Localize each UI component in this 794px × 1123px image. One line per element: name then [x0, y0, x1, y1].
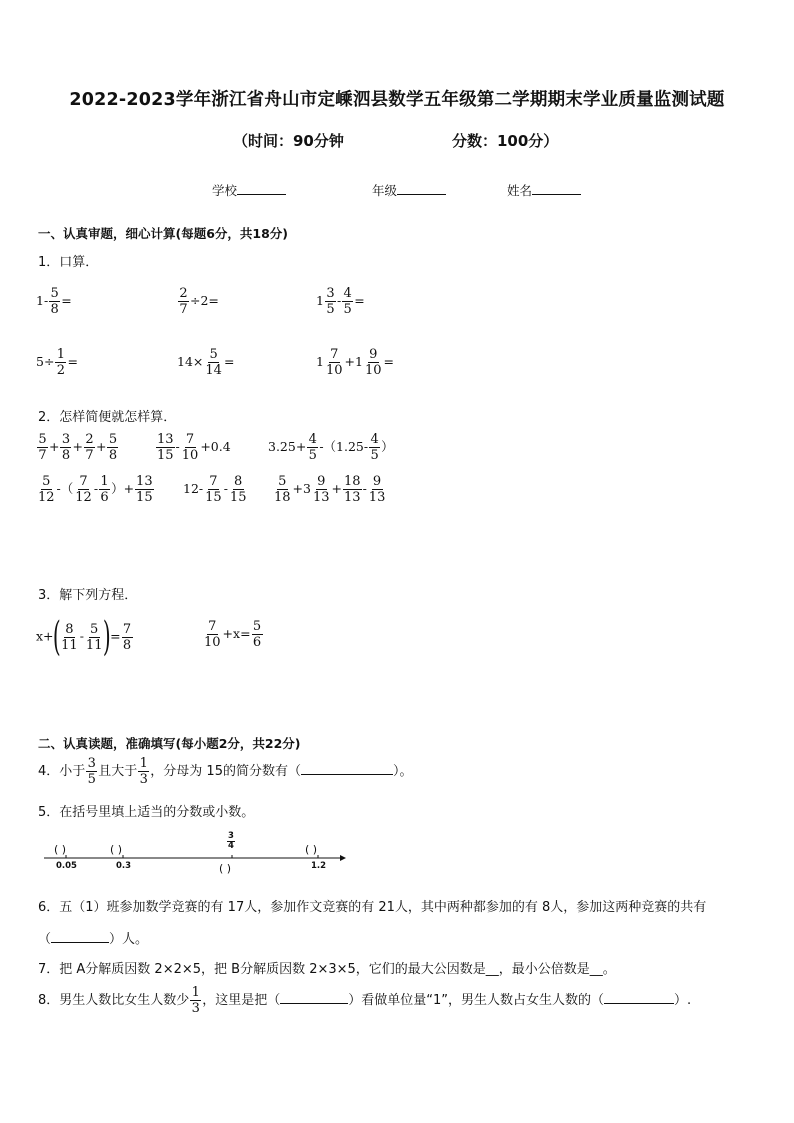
- expr-2a: $\frac{5}{7}$ + $\frac{3}{8}$ + $\frac{2}{7}$ + $\frac{5}{8}$: [38, 432, 118, 463]
- q6-answer-blank[interactable]: [51, 930, 109, 943]
- question-5: 5．在括号里填上适当的分数或小数。: [38, 805, 255, 820]
- expr-1a: 1- $\frac{5}{8}$ =: [36, 286, 72, 317]
- question-8: 8．男生人数比女生人数少 $\frac{1}{3}$ ，这里是把（ ）看做单位量“1”，男生人数占女生人数的（ ）.: [38, 985, 692, 1016]
- score-label: 分数：100分）: [452, 132, 559, 150]
- expr-1d: 5÷ $\frac{1}{2}$ =: [36, 347, 78, 378]
- blank-paren-2[interactable]: ( ): [110, 843, 123, 856]
- equation-2: $\frac{7}{10}$ +x= $\frac{5}{6}$: [204, 619, 262, 650]
- grade-label: 年级: [372, 183, 398, 198]
- q4-answer-blank[interactable]: [301, 762, 393, 775]
- number-line-arrow: [340, 855, 346, 861]
- blank-paren-4[interactable]: ( ): [305, 843, 318, 856]
- expr-2c: 3.25+ $\frac{4}{5}$ -（1.25- $\frac{4}{5}$ ）: [268, 432, 394, 463]
- label-005: 0.05: [56, 861, 77, 871]
- question-2: 2．怎样简便就怎样算．: [38, 410, 177, 425]
- blank-paren-1[interactable]: ( ): [54, 843, 67, 856]
- expr-1c: 1 $\frac{3}{5}$ - $\frac{4}{5}$ =: [316, 286, 365, 317]
- grade-blank[interactable]: [397, 182, 446, 195]
- school-label: 学校: [212, 183, 238, 198]
- equation-1: x+( $\frac{8}{11}$ - $\frac{5}{11}$ )= $\frac{7}{8}$: [36, 614, 132, 660]
- label-03: 0.3: [116, 861, 132, 871]
- question-6-cont: （ ）人。: [38, 932, 149, 947]
- q8-blank-1[interactable]: [280, 991, 348, 1004]
- blank-paren-3[interactable]: ( ): [219, 862, 232, 875]
- q8-blank-2[interactable]: [604, 991, 674, 1004]
- question-1: 1．口算．: [38, 255, 99, 270]
- question-6: 6．五（1）班参加数学竞赛的有 17人，参加作文竞赛的有 21人，其中两种都参加的有 8人，参加这两种竞赛的共有: [38, 900, 707, 915]
- name-label: 姓名: [507, 183, 533, 198]
- label-three-quarters: 3 4: [228, 831, 234, 851]
- page-title: 2022-2023学年浙江省舟山市定嵊泗县数学五年级第二学期期末学业质量监测试题: [69, 90, 725, 110]
- expr-2b: $\frac{13}{15}$ - $\frac{7}{10}$ +0.4: [157, 432, 231, 463]
- time-label: （时间：90分钟: [233, 132, 344, 150]
- number-line: [40, 828, 350, 876]
- school-blank[interactable]: [237, 182, 286, 195]
- expr-1f: 1 $\frac{7}{10}$ +1 $\frac{9}{10}$ =: [316, 347, 394, 378]
- grade-field[interactable]: [372, 181, 446, 199]
- question-7: 7．把 A分解质因数 2×2×5，把 B分解质因数 2×3×5，它们的最大公因数是__，最小公倍数是__。: [38, 962, 616, 977]
- label-12: 1.2: [311, 861, 327, 871]
- school-field[interactable]: [212, 181, 286, 199]
- name-field[interactable]: [507, 181, 581, 199]
- expr-2d: $\frac{5}{12}$ -（ $\frac{7}{12}$ - $\frac{1}{6}$ ）+ $\frac{13}{15}$: [38, 474, 153, 505]
- question-4: 4．小于 $\frac{3}{5}$ 且大于 $\frac{1}{3}$ ，分母为 15的简分数有（ ）。: [38, 756, 413, 787]
- expr-2e: 12- $\frac{7}{15}$ - $\frac{8}{15}$: [183, 474, 247, 505]
- expr-1b: $\frac{2}{7}$ ÷2=: [179, 286, 219, 317]
- expr-1e: 14× $\frac{5}{14}$ =: [177, 347, 235, 378]
- section-2-heading: 二、认真读题，准确填写(每小题2分，共22分): [38, 736, 301, 751]
- name-blank[interactable]: [532, 182, 581, 195]
- question-3: 3．解下列方程．: [38, 588, 138, 603]
- section-1-heading: 一、认真审题，细心计算(每题6分，共18分): [38, 226, 289, 241]
- expr-2f: $\frac{5}{18}$ +3 $\frac{9}{13}$ + $\frac{18}{13}$ - $\frac{9}{13}$: [274, 474, 386, 505]
